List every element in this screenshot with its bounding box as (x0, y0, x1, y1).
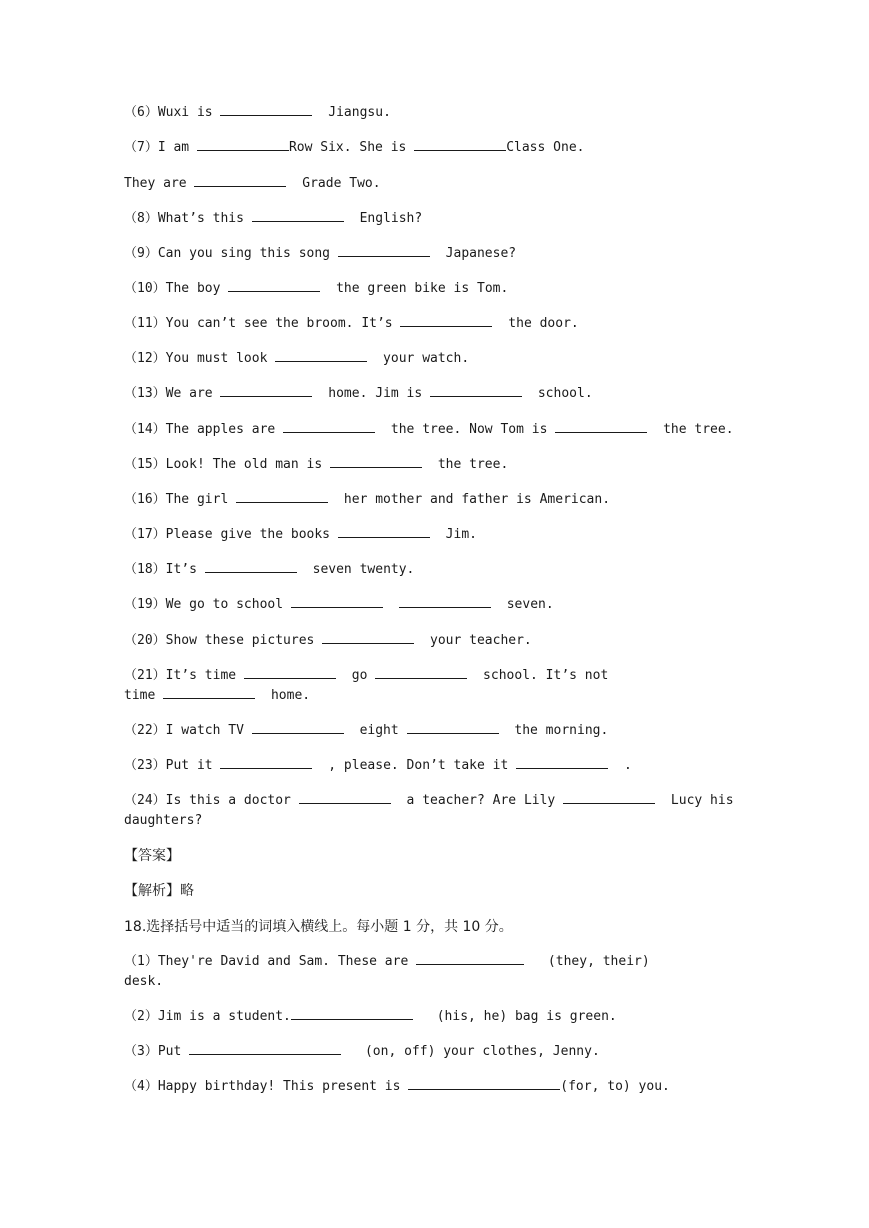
question-14 (124, 420, 764, 440)
question-text: （9）Can you sing this song (124, 246, 338, 261)
question-text: Grade Two. (294, 176, 381, 191)
answer-blank[interactable] (330, 455, 422, 468)
section18-item-3 (124, 1042, 764, 1062)
question-text: （21）It’s time (124, 668, 244, 683)
answer-blank[interactable] (414, 138, 506, 151)
answer-blank[interactable] (563, 791, 655, 804)
question-text: her mother and father is American. (336, 492, 611, 507)
question-13 (124, 384, 764, 404)
question-text: go (343, 668, 376, 683)
question-text: desk. (124, 974, 164, 989)
question-text: the tree. Now Tom is (383, 422, 556, 437)
analysis-label: 【解析】 (124, 883, 180, 899)
question-text: time (124, 688, 164, 703)
answer-blank[interactable] (399, 595, 491, 608)
question-text: （11）You can’t see the broom. It’s (124, 316, 401, 331)
answer-blank[interactable] (338, 525, 430, 538)
answer-blank[interactable] (407, 721, 499, 734)
question-text: （17）Please give the books (124, 527, 338, 542)
question-text: the morning. (506, 723, 609, 738)
question-text: your watch. (375, 351, 470, 366)
question-text: Class One. (506, 140, 585, 155)
question-text: （22）I watch TV (124, 723, 252, 738)
answer-blank[interactable] (283, 420, 375, 433)
section18-item-4 (124, 1077, 764, 1097)
section18-item-2 (124, 1007, 764, 1027)
answer-blank[interactable] (220, 756, 312, 769)
question-text: (on, off) your clothes, Jenny. (357, 1044, 600, 1059)
answer-blank[interactable] (236, 490, 328, 503)
question-10 (124, 279, 764, 299)
question-text: （1）They're David and Sam. These are (124, 954, 417, 969)
question-18 (124, 560, 764, 580)
question-12 (124, 349, 764, 369)
question-text: （20）Show these pictures (124, 633, 323, 648)
question-text: (his, he) bag is green. (428, 1009, 617, 1024)
question-text: （12）You must look (124, 351, 276, 366)
question-21-continued (124, 686, 764, 706)
answer-blank[interactable] (252, 209, 344, 222)
question-17 (124, 525, 764, 545)
question-11 (124, 314, 764, 334)
answer-blank[interactable] (220, 384, 312, 397)
answer-blank[interactable] (299, 791, 391, 804)
question-20 (124, 631, 764, 651)
answer-blank[interactable] (275, 349, 367, 362)
question-24 (124, 791, 764, 811)
question-text: seven twenty. (304, 562, 415, 577)
question-text: （24）Is this a doctor (124, 793, 299, 808)
section18-item-1 (124, 952, 764, 972)
question-text: （18）It’s (124, 562, 205, 577)
answer-blank[interactable] (194, 174, 286, 187)
question-text: （4）Happy birthday! This present is (124, 1079, 409, 1094)
question-9 (124, 244, 764, 264)
answer-blank[interactable] (205, 560, 297, 573)
question-text: （10）The boy (124, 281, 229, 296)
question-6 (124, 103, 764, 123)
question-text: （16）The girl (124, 492, 237, 507)
question-text: the green bike is Tom. (328, 281, 509, 296)
question-text: (they, their) (540, 954, 650, 969)
question-16 (124, 490, 764, 510)
answer-blank[interactable] (400, 314, 492, 327)
question-text: （6）Wuxi is (124, 105, 221, 120)
question-24-continued (124, 811, 764, 831)
answer-blank[interactable] (516, 756, 608, 769)
question-text: school. (530, 386, 593, 401)
question-text: （8）What’s this (124, 211, 252, 226)
question-text: a teacher? Are Lily (398, 793, 564, 808)
question-text: Row Six. She is (288, 140, 415, 155)
answer-blank[interactable] (244, 666, 336, 679)
question-7 (124, 138, 764, 158)
question-text: English? (351, 211, 423, 226)
question-23 (124, 756, 764, 776)
question-text: They are (124, 176, 195, 191)
question-19 (124, 595, 764, 615)
answer-blank[interactable] (291, 1007, 413, 1020)
answer-label: 【答案】 (124, 848, 180, 864)
question-text: home. Jim is (320, 386, 431, 401)
answer-blank[interactable] (322, 631, 414, 644)
section18-item-1-continued (124, 972, 764, 992)
answer-blank[interactable] (252, 721, 344, 734)
answer-blank[interactable] (163, 686, 255, 699)
question-text: Jim. (437, 527, 477, 542)
question-text: the tree. (655, 422, 734, 437)
question-text: the tree. (430, 457, 509, 472)
answer-blank[interactable] (375, 666, 467, 679)
analysis-text: 略 (180, 883, 194, 899)
question-text: （13）We are (124, 386, 221, 401)
question-text: eight (351, 723, 407, 738)
question-22 (124, 721, 764, 741)
question-7-continued (124, 174, 764, 194)
analysis-line (124, 881, 764, 901)
question-text: your teacher. (422, 633, 532, 648)
answer-blank[interactable] (555, 420, 647, 433)
question-text: （15）Look! The old man is (124, 457, 331, 472)
question-text: seven. (498, 597, 554, 612)
answer-blank[interactable] (416, 952, 524, 965)
answer-blank[interactable] (197, 138, 289, 151)
question-text: （19）We go to school (124, 597, 291, 612)
question-text: Japanese? (437, 246, 517, 261)
question-text: （3）Put (124, 1044, 190, 1059)
answer-blank[interactable] (220, 103, 312, 116)
question-21 (124, 666, 764, 686)
question-text: , please. Don’t take it (320, 758, 517, 773)
answer-blank[interactable] (291, 595, 383, 608)
question-text: Jiangsu. (320, 105, 391, 120)
question-text: （2）Jim is a student. (124, 1009, 291, 1024)
answer-blank[interactable] (408, 1077, 560, 1090)
answer-blank[interactable] (228, 279, 320, 292)
question-text: Lucy his (663, 793, 734, 808)
question-text: （14）The apples are (124, 422, 284, 437)
question-text: （23）Put it (124, 758, 221, 773)
question-text: （7）I am (124, 140, 197, 155)
answer-blank[interactable] (189, 1042, 341, 1055)
question-text: . (616, 758, 632, 773)
answer-blank[interactable] (430, 384, 522, 397)
answer-blank[interactable] (338, 244, 430, 257)
section-18-title: 18.选择括号中适当的词填入横线上。每小题 1 分，共 10 分。 (124, 919, 513, 935)
question-text: the door. (500, 316, 579, 331)
question-8 (124, 209, 764, 229)
question-text: (for, to) you. (560, 1079, 670, 1094)
question-text: home. (263, 688, 311, 703)
question-15 (124, 455, 764, 475)
question-text: school. It’s not (475, 668, 609, 683)
question-text: daughters? (124, 813, 203, 828)
